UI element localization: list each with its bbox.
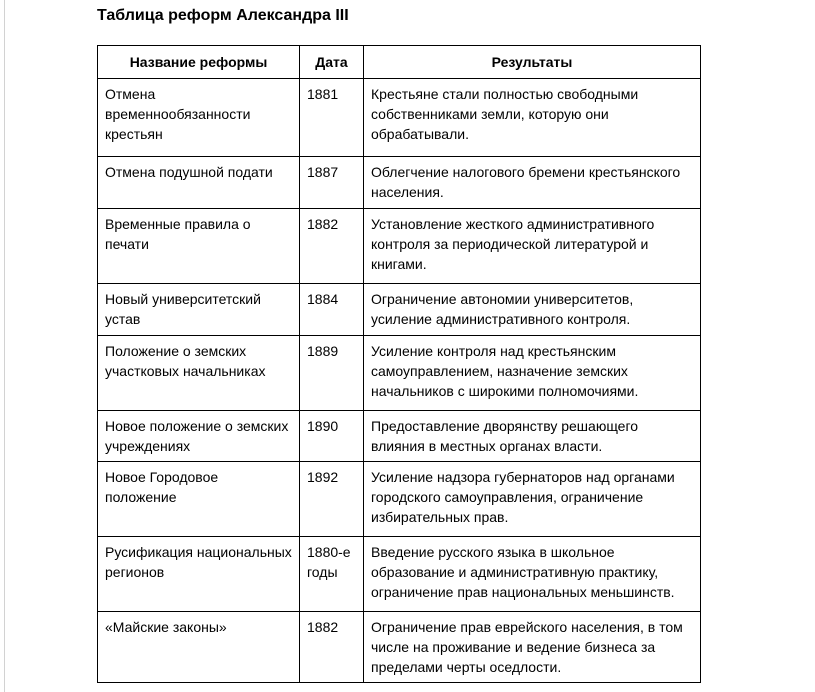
page-edge-rule bbox=[4, 0, 5, 692]
reform-date-cell: 1889 bbox=[300, 336, 364, 411]
reform-name-cell: «Майские законы» bbox=[98, 612, 300, 683]
reform-date-cell: 1882 bbox=[300, 612, 364, 683]
col-header-reform-name: Название реформы bbox=[98, 46, 300, 79]
reform-result-cell: Крестьяне стали полностью свободными собственниками земли, которую они обрабатывали. bbox=[364, 79, 701, 157]
page-title: Таблица реформ Александра III bbox=[97, 7, 349, 24]
table-row bbox=[98, 537, 701, 612]
reform-name-cell: Новое положение о земских учреждениях bbox=[98, 411, 300, 462]
reform-date-cell: 1892 bbox=[300, 462, 364, 537]
reform-name-cell: Отмена подушной подати bbox=[98, 157, 300, 209]
reform-date-cell: 1887 bbox=[300, 157, 364, 209]
reform-name-cell: Русификация национальных регионов bbox=[98, 537, 300, 612]
table-row bbox=[98, 462, 701, 537]
reform-result-cell: Введение русского языка в школьное образование и административную практику, ограничение прав национальных меньшинств. bbox=[364, 537, 701, 612]
reform-date-cell: 1884 bbox=[300, 284, 364, 336]
reform-date-cell: 1880-е годы bbox=[300, 537, 364, 612]
table-row bbox=[98, 209, 701, 284]
table-row bbox=[98, 612, 701, 683]
reform-result-cell: Ограничение автономии университетов, усиление административного контроля. bbox=[364, 284, 701, 336]
table-row bbox=[98, 157, 701, 209]
reform-name-cell: Временные правила о печати bbox=[98, 209, 300, 284]
reform-result-cell: Усиление надзора губернаторов над органами городского самоуправления, ограничение избирательных прав. bbox=[364, 462, 701, 537]
reform-name-cell: Новый университетский устав bbox=[98, 284, 300, 336]
table-header-row bbox=[98, 46, 701, 79]
reform-result-cell: Облегчение налогового бремени крестьянского населения. bbox=[364, 157, 701, 209]
col-header-date: Дата bbox=[300, 46, 364, 79]
reform-date-cell: 1882 bbox=[300, 209, 364, 284]
reform-result-cell: Усиление контроля над крестьянским самоуправлением, назначение земских начальников с широкими полномочиями. bbox=[364, 336, 701, 411]
reform-date-cell: 1881 bbox=[300, 79, 364, 157]
reform-result-cell: Предоставление дворянству решающего влияния в местных органах власти. bbox=[364, 411, 701, 462]
table-row bbox=[98, 284, 701, 336]
table-row bbox=[98, 411, 701, 462]
table-row bbox=[98, 79, 701, 157]
reforms-table bbox=[97, 45, 701, 683]
table-row bbox=[98, 336, 701, 411]
reform-result-cell: Установление жесткого административного контроля за периодической литературой и книгами. bbox=[364, 209, 701, 284]
reform-date-cell: 1890 bbox=[300, 411, 364, 462]
reform-name-cell: Новое Городовое положение bbox=[98, 462, 300, 537]
reform-name-cell: Положение о земских участковых начальниках bbox=[98, 336, 300, 411]
col-header-results: Результаты bbox=[364, 46, 701, 79]
reform-name-cell: Отмена временнообязанности крестьян bbox=[98, 79, 300, 157]
reform-result-cell: Ограничение прав еврейского населения, в том числе на проживание и ведение бизнеса за пределами черты оседлости. bbox=[364, 612, 701, 683]
